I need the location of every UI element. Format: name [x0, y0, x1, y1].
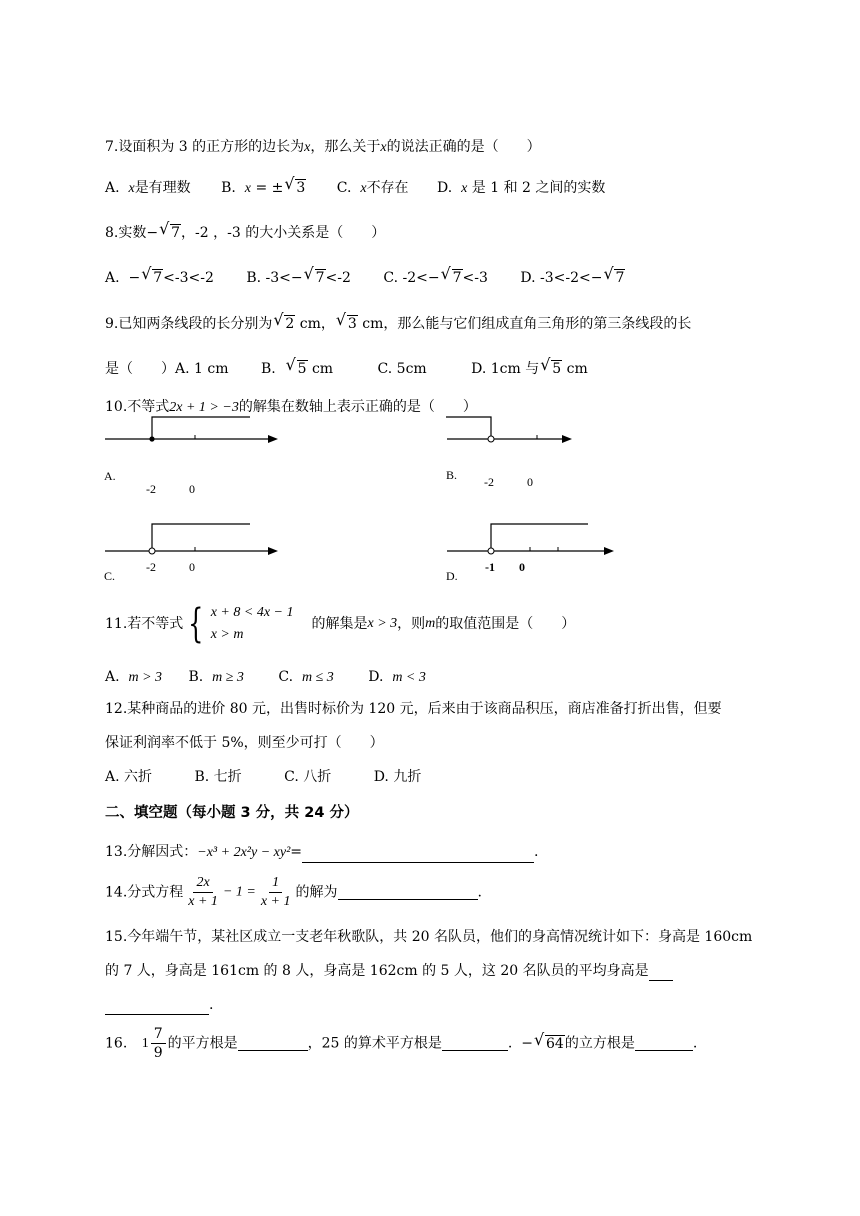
svg-text:0: 0: [189, 560, 195, 574]
q11-options: [105, 667, 426, 688]
q10-number-lines: [0, 405, 860, 585]
q8-option-c[interactable]: C. -2<− √ 7<-3: [383, 264, 488, 286]
sqrt-symbol: √ 64: [534, 1029, 564, 1052]
inequality-system: x + 8 < 4x − 1 x > m: [210, 605, 294, 642]
q13: 13.分解因式：−x³ + 2x²y − xy²= .: [105, 842, 538, 863]
sqrt-symbol: √ 3: [284, 174, 306, 196]
q10-label-c: C.: [104, 569, 116, 583]
q10-option-c-number-line[interactable]: [104, 524, 278, 583]
q8-option-b[interactable]: B. -3<− √ 7<-2: [246, 264, 351, 286]
q11-option-b[interactable]: B. m ≥ 3: [188, 669, 244, 685]
svg-text:0: 0: [527, 475, 533, 489]
q11-option-d[interactable]: D. m < 3: [368, 669, 426, 685]
svg-text:-1: -1: [485, 560, 495, 574]
q15-answer-blank-continued[interactable]: [105, 1000, 209, 1015]
q10-label-d: D.: [446, 569, 458, 583]
q7-stem: 7.设面积为 3 的正方形的边长为x，那么关于x的说法正确的是（ ）: [105, 139, 541, 155]
q9-stem: 9.已知两条线段的长分别为 √ 2 cm， √ 3 cm，那么能与它们组成直角三角形的第三条线段的长: [105, 310, 692, 332]
q11-option-a[interactable]: A. m > 3: [105, 669, 163, 685]
q12-option-c[interactable]: C. 八折: [284, 769, 332, 785]
q14: 14.分式方程 $\frac{2x}{x + 1}$ − 1 = $\frac{1}{x + 1}$ 的解为 .: [105, 875, 482, 909]
q10-label-a: A.: [104, 469, 116, 483]
q9-options: [105, 355, 588, 379]
q12-option-a[interactable]: A. 六折: [105, 769, 153, 785]
fraction: $\frac{1}{x + 1}$: [260, 875, 291, 909]
fraction: $\frac{2x}{x + 1}$: [188, 875, 218, 909]
svg-text:0: 0: [519, 560, 525, 574]
q12-line1: 12.某种商品的进价 80 元，出售时标价为 120 元，后来由于该商品积压，商店准备打折出售，但要: [105, 701, 722, 717]
q10-option-a-number-line[interactable]: [104, 417, 278, 496]
sqrt-symbol: √ 7: [159, 219, 181, 241]
section-title: 二、填空题（每小题 3 分，共 24 分）: [105, 805, 359, 821]
q8-stem: 8.实数− √ 7，-2 ，-3 的大小关系是（ ）: [105, 219, 386, 241]
fraction: $\frac{7}{9}$: [151, 1025, 166, 1062]
q9-option-a[interactable]: 是（ ）A. 1 cm: [105, 361, 229, 377]
open-dot: [488, 436, 494, 442]
q10-option-b-number-line[interactable]: [446, 417, 572, 489]
svg-text:0: 0: [189, 482, 195, 496]
q10-option-d-number-line[interactable]: [446, 524, 614, 583]
q15-answer-blank[interactable]: [649, 966, 673, 981]
q9-option-b[interactable]: B. √ 5 cm: [260, 355, 334, 377]
q15-line2: 的 7 人，身高是 161cm 的 8 人，身高是 162cm 的 5 人，这 20 名队员的平均身高是: [105, 961, 673, 981]
q9-option-d[interactable]: D. 1cm 与 √ 5 cm: [471, 355, 588, 377]
q7-option-b[interactable]: B. x = ± √ 3: [221, 174, 306, 196]
q9-option-c[interactable]: C. 5cm: [377, 361, 427, 377]
svg-text:-2: -2: [146, 482, 156, 496]
q12-options: [105, 767, 421, 787]
q12-line2: 保证利润率不低于 5%，则至少可打（ ）: [105, 735, 384, 751]
open-dot: [488, 548, 494, 554]
q8-options: [105, 264, 625, 288]
q15-line3: .: [105, 995, 213, 1015]
q7-option-c[interactable]: C. x不存在: [336, 180, 409, 196]
q15-line1: 15.今年端午节，某社区成立一支老年秋歌队，共 20 名队员，他们的身高情况统计如下：身高是 160cm: [105, 929, 753, 945]
q7-option-d[interactable]: D. x 是 1 和 2 之间的实数: [437, 180, 606, 196]
q11-option-c[interactable]: C. m ≤ 3: [278, 669, 334, 685]
q14-answer-blank[interactable]: [338, 885, 478, 900]
open-dot: [149, 548, 155, 554]
svg-text:-2: -2: [484, 475, 494, 489]
q8-option-a[interactable]: A. − √ 7<-3<-2: [105, 264, 214, 286]
q10-label-b: B.: [446, 468, 458, 482]
q16-answer-blank-3[interactable]: [635, 1036, 693, 1051]
q10-stem: 10.不等式2x + 1 > −3的解集在数轴上表示正确的是（ ）: [105, 399, 477, 415]
brace-symbol: {: [188, 601, 204, 647]
closed-dot: [149, 436, 154, 441]
q16: 16. 1 $\frac{7}{9}$ 的平方根是 ，25 的算术平方根是 . − √ 64的立方根是 .: [105, 1026, 698, 1061]
q16-answer-blank-1[interactable]: [238, 1036, 308, 1051]
q16-answer-blank-2[interactable]: [442, 1036, 508, 1051]
q7-option-a[interactable]: A. x是有理数: [105, 180, 191, 196]
q11-stem: 11.若不等式 { x + 8 < 4x − 1 x > m 的解集是x > 3，则m的取值范围是（ ）: [105, 601, 576, 647]
svg-text:-2: -2: [146, 560, 156, 574]
q8-option-d[interactable]: D. -3<-2<− √ 7: [520, 264, 625, 286]
q12-option-d[interactable]: D. 九折: [373, 769, 422, 785]
q7-options: [105, 174, 606, 199]
q13-answer-blank[interactable]: [302, 848, 534, 863]
q12-option-b[interactable]: B. 七折: [194, 769, 242, 785]
